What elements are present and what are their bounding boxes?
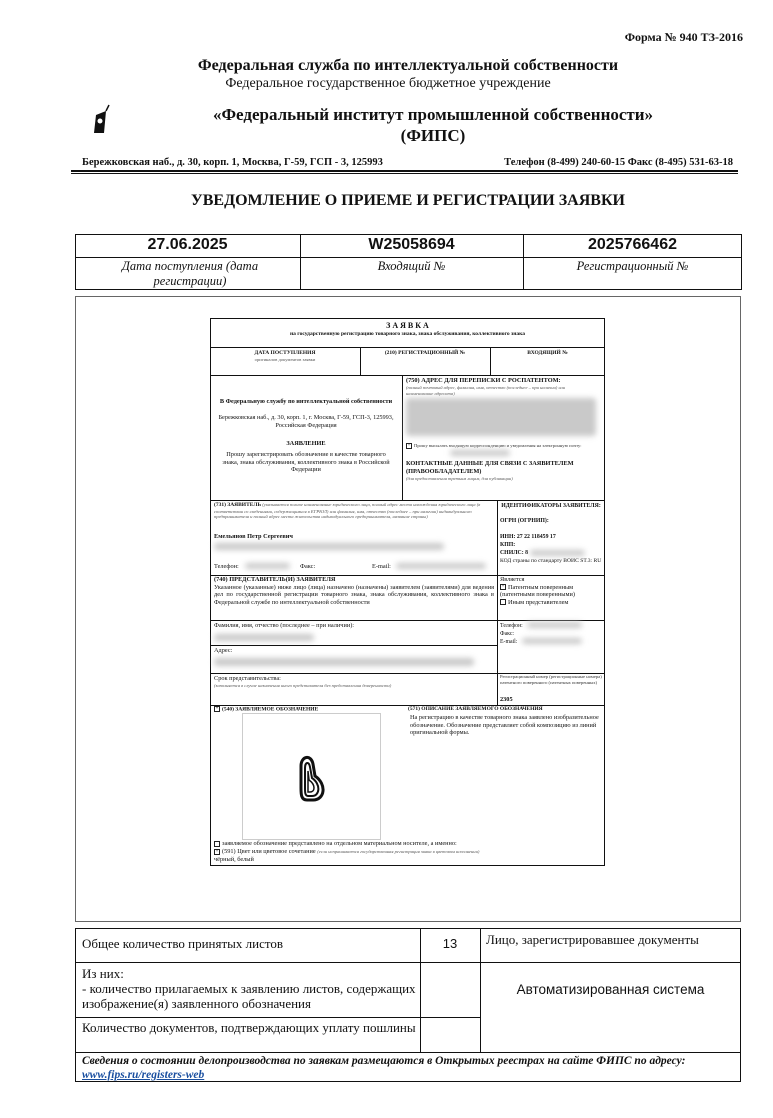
service-name: Федеральная служба по интеллектуальной собственности [197,57,619,74]
applicant-hint: (731) ЗАЯВИТЕЛЬ (указывается полное наименование юридического лица, полный адрес места нахождения юридического лица (в соответствии со сведениями, содержащимися в ЕГРЮЛ) или фамилия, имя, отчество (последнее – при наличии) индивидуального предпринимателя и полный адрес места жительства индивидуального предпринимателя, название страны) [214,502,481,520]
registration-number: 2025766462 [588,236,677,253]
institute-address: Бережковская наб., д. 30, корп. 1, Москва, Г-59, ГСП - 3, 125993 [82,157,383,168]
institute-name: «Федеральный институт промышленной собственности» [212,105,654,124]
notice-title: УВЕДОМЛЕНИЕ О ПРИЕМЕ И РЕГИСТРАЦИИ ЗАЯВКИ [191,192,625,209]
registration-number-label: Регистрационный № [576,259,689,273]
email-request: × Прошу высылать входящую корреспонденцию и уведомления на электронную почту: [407,443,582,449]
correspondence-title: (750) АДРЕС ДЛЯ ПЕРЕПИСКИ С РОСПАТЕНТОМ: [406,377,561,384]
application-subtitle: на государственную регистрацию товарного знака, знака обслуживания, коллективного знака [290,331,525,337]
patent-attorney-checkbox: × [501,584,505,590]
mark-image [242,713,381,840]
separate-media-checkbox [214,841,220,847]
form-reg-label: (210) РЕГИСТРАЦИОННЫЙ № [384,350,466,356]
registry-note: Сведения о состоянии делопроизводства по заявкам размещаются в Открытых реестрах на сайте ФИПС по адресу: www.fips.ru/registers-web [82,1055,686,1081]
receipt-date-label: Дата поступления (дата регистрации) [121,259,259,288]
trademark-logo-icon [243,714,382,841]
form-number: Форма № 940 ТЗ-2016 [624,30,743,44]
registered-by: Автоматизированная система [516,982,705,997]
contact-title: КОНТАКТНЫЕ ДАННЫЕ ДЛЯ СВЯЗИ С ЗАЯВИТЕЛЕМ (ПРАВООБЛАДАТЕЛЕМ) [406,460,574,475]
representative-section: (740) ПРЕДСТАВИТЕЛЬ(И) ЗАЯВИТЕЛЯ Указанное (указанные) ниже лицо (лица) назначено (назначены) заявителем (заявителями) для ведения дел по государственной регистрации товарного знака, знака обслуживания, коллективного знака в Федеральной службе по интеллектуальной собственности [214,576,494,606]
representative-type: Является × Патентным поверенным (патентными поверенными) Иным представителем [500,576,575,606]
ids-title: ИДЕНТИФИКАТОРЫ ЗАЯВИТЕЛЯ: [501,503,601,509]
description-text: На регистрацию в качестве товарного знака заявлено изобразительное обозначение. Обозначение представляет собой композицию из линий оригинальной формы. [410,714,599,736]
institute-phone: Телефон (8-499) 240-60-15 Факс (8-495) 531-63-18 [504,157,733,168]
payment-docs-label: Количество документов, подтверждающих уплату пошлины [82,1020,416,1035]
institution-type: Федеральное государственное бюджетное учреждение [225,76,551,91]
registered-by-label: Лицо, зарегистрировавшее документы [486,932,699,947]
incoming-number-label: Входящий № [377,259,446,273]
applicant-name: Емельянов Петр Сергеевич [214,533,293,540]
redacted-address [406,398,596,436]
total-sheets: 13 [442,936,458,951]
mark-title: × (540) ЗАЯВЛЯЕМОЕ ОБОЗНАЧЕНИЕ [215,706,319,713]
total-sheets-label: Общее количество принятых листов [82,936,283,951]
patent-reg-number: 2305 [500,696,513,703]
inn: ИНН: 27 22 118459 17 [500,534,556,540]
colors: чёрный, белый [214,856,254,863]
image-sheets-label: Из них: - количество прилагаемых к заявлению листов, содержащих изображение(я) заявленного обозначения [82,966,416,1011]
receipt-date: 27.06.2025 [147,236,228,253]
to-address: Бережковская наб., д. 30, корп. 1, г. Москва, Г-59, ГСП-3, 125993, Российская Федерация [218,414,394,429]
header-divider [71,170,738,174]
to-service: В Федеральную службу по интеллектуальной собственности [219,398,393,405]
form-incoming-label: ВХОДЯЩИЙ № [527,350,568,356]
incoming-number: W25058694 [368,236,455,253]
other-representative-checkbox [500,599,506,605]
institute-abbr: (ФИПС) [400,126,466,145]
description-title: (571) ОПИСАНИЕ ЗАЯВЛЯЕМОГО ОБОЗНАЧЕНИЯ [408,706,543,712]
statement-title: ЗАЯВЛЕНИЕ [286,440,326,447]
color-checkbox: × [215,848,219,854]
form-date-label: ДАТА ПОСТУПЛЕНИЯ [254,350,316,356]
statement-text: Прошу зарегистрировать обозначение в качестве товарного знака, знака обслуживания, коллективного знака в Российской Федерации [222,451,390,473]
application-title: З А Я В К А [386,321,429,330]
registry-link[interactable]: www.fips.ru/registers-web [82,1069,205,1081]
